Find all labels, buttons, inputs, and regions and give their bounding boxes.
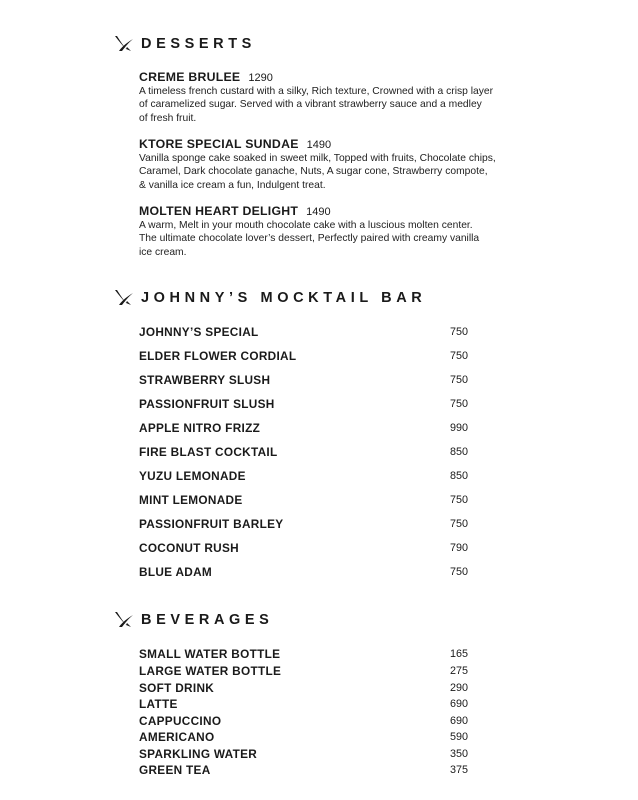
menu-row <box>139 541 479 555</box>
brand-swoosh-icon <box>113 289 135 307</box>
dessert-price: 1290 <box>248 72 273 84</box>
description-line: Caramel, Dark chocolate ganache, Nuts, A sugar cone, Strawberry compote, <box>139 166 488 178</box>
item-name: MINT LEMONADE <box>139 493 243 507</box>
dessert-item <box>139 204 539 259</box>
item-name: LARGE WATER BOTTLE <box>139 664 282 678</box>
section-header-mocktails <box>113 289 426 307</box>
dessert-item <box>139 70 539 125</box>
dessert-description <box>139 152 539 192</box>
item-name: CAPPUCCINO <box>139 714 222 728</box>
menu-row <box>139 763 479 777</box>
item-price: 750 <box>450 566 469 578</box>
item-price: 790 <box>450 542 469 554</box>
description-line: A timeless french custard with a silky, Rich texture, Crowned with a crisp layer <box>139 86 494 97</box>
item-name: SPARKLING WATER <box>139 747 258 761</box>
menu-row <box>139 469 479 483</box>
item-name: SMALL WATER BOTTLE <box>139 647 281 661</box>
menu-row <box>139 373 479 387</box>
item-name: COCONUT RUSH <box>139 541 239 555</box>
item-price: 750 <box>450 326 469 338</box>
item-price: 590 <box>450 731 469 743</box>
section-header-beverages <box>113 611 273 629</box>
item-price: 690 <box>450 698 469 710</box>
item-price: 690 <box>450 715 469 727</box>
dessert-price: 1490 <box>306 139 332 151</box>
item-price: 750 <box>450 398 469 410</box>
item-name: APPLE NITRO FRIZZ <box>139 421 261 435</box>
item-name: JOHNNY’S SPECIAL <box>139 325 259 339</box>
item-name: AMERICANO <box>139 730 215 744</box>
item-price: 850 <box>450 470 469 482</box>
menu-row <box>139 747 479 761</box>
item-name: YUZU LEMONADE <box>139 469 246 483</box>
item-price: 165 <box>450 648 469 660</box>
dessert-description <box>139 219 539 259</box>
menu-row <box>139 565 479 579</box>
description-line: Vanilla sponge cake soaked in sweet milk, Topped with fruits, Chocolate chips, <box>139 153 496 164</box>
item-price: 375 <box>450 764 469 776</box>
item-name: BLUE ADAM <box>139 565 213 579</box>
dessert-item <box>139 137 539 192</box>
item-price: 750 <box>450 518 469 530</box>
menu-row <box>139 697 479 711</box>
menu-row <box>139 730 479 744</box>
menu-row <box>139 664 479 678</box>
brand-swoosh-icon <box>113 35 135 53</box>
menu-row <box>139 397 479 411</box>
item-price: 850 <box>450 446 469 458</box>
section-title-beverages: BEVERAGES <box>141 612 274 628</box>
dessert-description <box>139 85 539 125</box>
description-line: The ultimate chocolate lover’s dessert, Perfectly paired with creamy vanilla <box>139 233 480 245</box>
menu-row <box>139 647 479 661</box>
description-line: of fresh fruit. <box>139 112 197 124</box>
menu-row <box>139 325 479 339</box>
menu-row <box>139 349 479 363</box>
item-name: SOFT DRINK <box>139 681 215 695</box>
description-line: & vanilla ice cream a fun, Indulgent treat. <box>139 179 326 191</box>
dessert-price: 1490 <box>306 206 331 218</box>
item-name: GREEN TEA <box>139 763 211 777</box>
item-price: 750 <box>450 350 469 362</box>
item-price: 750 <box>450 374 469 386</box>
section-title-mocktails: JOHNNY’S MOCKTAIL BAR <box>141 290 427 306</box>
menu-row <box>139 421 479 435</box>
brand-swoosh-icon <box>113 611 135 629</box>
item-name: FIRE BLAST COCKTAIL <box>139 445 278 459</box>
item-price: 290 <box>450 682 469 694</box>
description-line: A warm, Melt in your mouth chocolate cake with a luscious molten center. <box>139 220 473 231</box>
menu-row <box>139 445 479 459</box>
dessert-name: CREME BRULEE <box>139 70 241 84</box>
item-name: PASSIONFRUIT BARLEY <box>139 517 284 531</box>
menu-row <box>139 517 479 531</box>
item-name: STRAWBERRY SLUSH <box>139 373 271 387</box>
item-name: LATTE <box>139 697 178 711</box>
section-header-desserts <box>113 35 256 53</box>
menu-row <box>139 493 479 507</box>
menu-row <box>139 714 479 728</box>
item-name: ELDER FLOWER CORDIAL <box>139 349 297 363</box>
section-title-desserts: DESSERTS <box>141 36 256 52</box>
item-price: 750 <box>450 494 469 506</box>
description-line: of caramelized sugar. Served with a vibrant strawberry sauce and a medley <box>139 99 482 111</box>
dessert-name: MOLTEN HEART DELIGHT <box>139 204 299 218</box>
item-price: 275 <box>450 665 469 677</box>
description-line: ice cream. <box>139 246 187 258</box>
item-name: PASSIONFRUIT SLUSH <box>139 397 275 411</box>
item-price: 350 <box>450 748 469 760</box>
item-price: 990 <box>450 422 469 434</box>
dessert-name: KTORE SPECIAL SUNDAE <box>139 137 299 151</box>
menu-row <box>139 681 479 695</box>
